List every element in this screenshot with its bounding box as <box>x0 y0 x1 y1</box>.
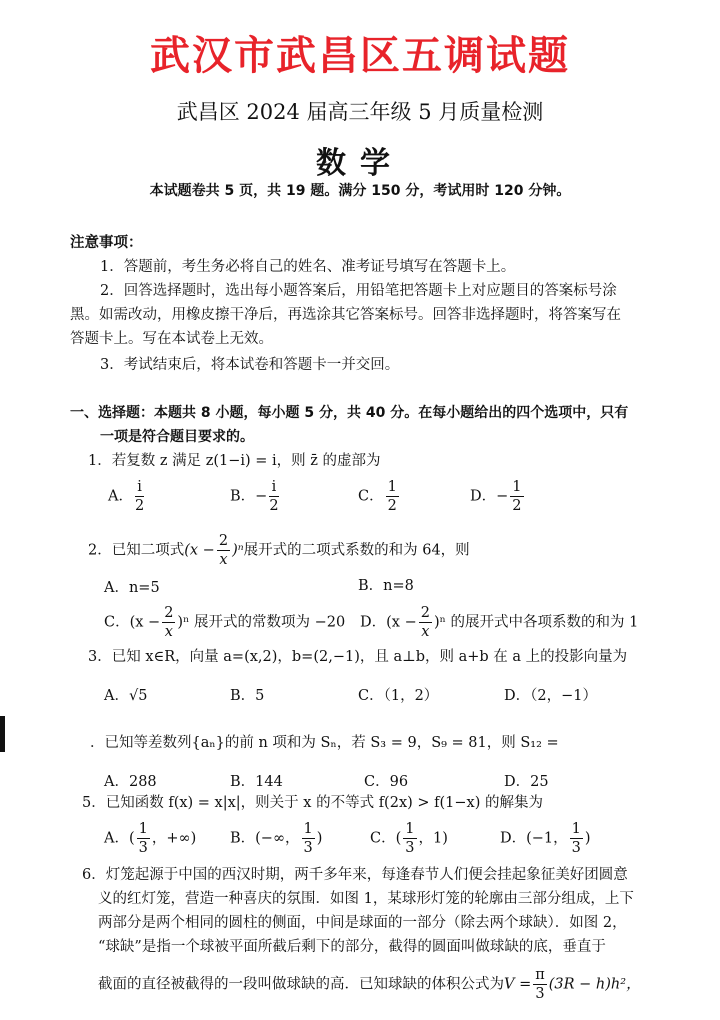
fraction-denominator: 3 <box>535 986 545 1002</box>
fraction-denominator: x <box>421 624 430 640</box>
fraction-denominator: 2 <box>269 498 279 514</box>
fraction-denominator: 3 <box>138 840 148 856</box>
notes-item-3: 3．考试结束后，将本试卷和答题卡一并交回。 <box>100 357 400 373</box>
option-label: B．− <box>230 488 268 505</box>
question-6-line-3: 两部分是两个相同的圆柱的侧面，中间是球面的一部分（除去两个球缺）．如图 2， <box>98 915 627 931</box>
fraction-denominator: x <box>164 624 173 640</box>
fraction-numerator: 2 <box>218 533 229 549</box>
question-4-stem: ．已知等差数列{aₙ}的前 n 项和为 Sₙ，若 S₃ = 9，S₉ = 81，则 S₁₂ = <box>90 735 559 751</box>
question-4-option-a: A．288 <box>104 774 157 790</box>
question-2-stem <box>88 532 470 569</box>
question-4-option-d: D．25 <box>504 774 549 790</box>
subject-title: 数学 <box>316 146 404 181</box>
question-1-option-c <box>358 478 401 515</box>
question-3-option-a: A．√5 <box>104 688 148 704</box>
fraction-denominator: 3 <box>405 840 415 856</box>
fraction <box>403 820 416 857</box>
option-text: B．(−∞， <box>230 830 300 847</box>
notes-item-2-line-2: 黑。如需改动，用橡皮擦干净后，再选涂其它答案标号。回答非选择题时，将答案写在 <box>70 307 621 323</box>
fraction-numerator: i <box>269 478 278 497</box>
question-3-option-c: C．（1，2） <box>358 688 439 704</box>
question-1-option-b <box>230 478 281 515</box>
fraction-denominator: 3 <box>303 840 313 856</box>
question-2-option-c <box>104 604 345 641</box>
question-6-line-2: 义的红灯笼，营造一种喜庆的氛围．如图 1，某球形灯笼的轮廓由三部分组成，上下 <box>98 891 634 907</box>
option-label: C． <box>358 488 384 505</box>
fraction-denominator: 2 <box>134 498 145 514</box>
question-3-option-b: B．5 <box>230 688 265 704</box>
question-5-option-c <box>370 820 448 857</box>
section-1-heading-line-1: 一、选择题：本题共 8 小题，每小题 5 分，共 40 分。在每小题给出的四个选项中，只有 <box>70 405 629 421</box>
stem-text: 展开式的二项式系数的和为 64，则 <box>243 542 470 559</box>
option-label: D．− <box>470 488 509 505</box>
question-6-line-5 <box>98 966 641 1003</box>
fraction-numerator: 1 <box>405 821 415 837</box>
fraction <box>137 820 150 857</box>
scan-edge-mark <box>0 716 5 752</box>
fraction <box>302 820 315 857</box>
question-5-stem: 5．已知函数 f(x) = x|x|，则关于 x 的不等式 f(2x) > f(1−x) 的解集为 <box>82 795 543 811</box>
option-text: ，+∞) <box>151 830 197 847</box>
fraction-numerator: 1 <box>571 821 581 837</box>
question-1-option-d <box>470 478 526 515</box>
option-text: )ⁿ 的展开式中各项系数的和为 1 <box>433 614 639 631</box>
question-5-option-b <box>230 820 322 857</box>
fraction <box>269 478 278 515</box>
fraction-numerator: π <box>535 967 545 983</box>
banner-title: 武汉市武昌区五调试题 <box>150 33 570 79</box>
question-1-option-a <box>108 478 146 515</box>
stem-text: 截面的直径被截得的一段叫做球缺的高．已知球缺的体积公式为 <box>98 976 504 993</box>
option-text: C．(x − <box>104 614 161 631</box>
question-2-option-a: A．n=5 <box>104 580 160 596</box>
question-2-option-b: B．n=8 <box>358 578 414 594</box>
question-4-option-b: B．144 <box>230 774 283 790</box>
expression: )ⁿ <box>232 542 244 559</box>
fraction <box>510 478 523 515</box>
option-text: C．( <box>370 830 402 847</box>
fraction <box>533 966 547 1003</box>
notes-item-2-line-3: 答题卡上。写在本试卷上无效。 <box>70 331 273 347</box>
fraction <box>570 820 583 857</box>
fraction-numerator: i <box>135 478 144 497</box>
section-1-heading-line-2: 一项是符合题目要求的。 <box>100 429 254 445</box>
question-3-option-d: D．（2，−1） <box>504 688 597 704</box>
expression: (x − <box>184 542 215 559</box>
question-6-line-1: 6．灯笼起源于中国的西汉时期，两千多年来，每逢春节人们便会挂起象征美好团圆意 <box>82 867 628 883</box>
option-text: ，1) <box>418 830 448 847</box>
notes-item-2-line-1: 2．回答选择题时，选出每小题答案后，用铅笔把答题卡上对应题目的答案标号涂 <box>100 283 617 299</box>
fraction <box>162 604 175 641</box>
fraction <box>386 478 399 515</box>
option-text: D．(−1， <box>500 830 568 847</box>
stem-text: 2．已知二项式 <box>88 542 185 559</box>
option-text: D．(x − <box>360 614 417 631</box>
fraction-numerator: 2 <box>420 605 430 621</box>
fraction-numerator: 2 <box>164 605 174 621</box>
fraction <box>135 478 144 515</box>
question-3-stem: 3．已知 x∈R，向量 a=(x,2)，b=(2,−1)，且 a⊥b，则 a+b 在 a 上的投影向量为 <box>88 649 628 665</box>
fraction <box>419 604 432 641</box>
question-4-option-c: C．96 <box>364 774 409 790</box>
formula: (3R − h)h²， <box>548 976 641 993</box>
option-text: A．( <box>104 830 135 847</box>
option-text: )ⁿ 展开式的常数项为 −20 <box>177 614 346 631</box>
question-2-option-d <box>360 604 638 641</box>
exam-subtitle: 武昌区 2024 届高三年级 5 月质量检测 <box>176 100 544 124</box>
fraction-numerator: 1 <box>512 479 522 495</box>
fraction-denominator: 2 <box>387 498 397 514</box>
fraction-numerator: 1 <box>387 479 397 495</box>
fraction-denominator: 2 <box>512 498 522 514</box>
option-text: ) <box>584 830 591 847</box>
notes-item-1: 1．答题前，考生务必将自己的姓名、准考证号填写在答题卡上。 <box>100 259 516 275</box>
notes-title: 注意事项： <box>70 235 143 251</box>
fraction-denominator: 3 <box>571 840 581 856</box>
fraction-numerator: 1 <box>303 821 313 837</box>
fraction-numerator: 1 <box>138 821 148 837</box>
exam-info: 本试题卷共 5 页，共 19 题。满分 150 分，考试用时 120 分钟。 <box>149 183 571 199</box>
fraction <box>217 532 230 569</box>
formula: V = <box>504 976 532 993</box>
option-text: ) <box>316 830 323 847</box>
question-5-option-d <box>500 820 591 857</box>
question-5-option-a <box>104 820 196 857</box>
question-1-stem: 1．若复数 z 满足 z(1−i) = i，则 z̄ 的虚部为 <box>88 453 381 469</box>
fraction-denominator: x <box>219 552 228 568</box>
question-6-line-4: “球缺”是指一个球被平面所截后剩下的部分，截得的圆面叫做球缺的底，垂直于 <box>98 939 606 955</box>
option-label: A． <box>108 488 133 505</box>
